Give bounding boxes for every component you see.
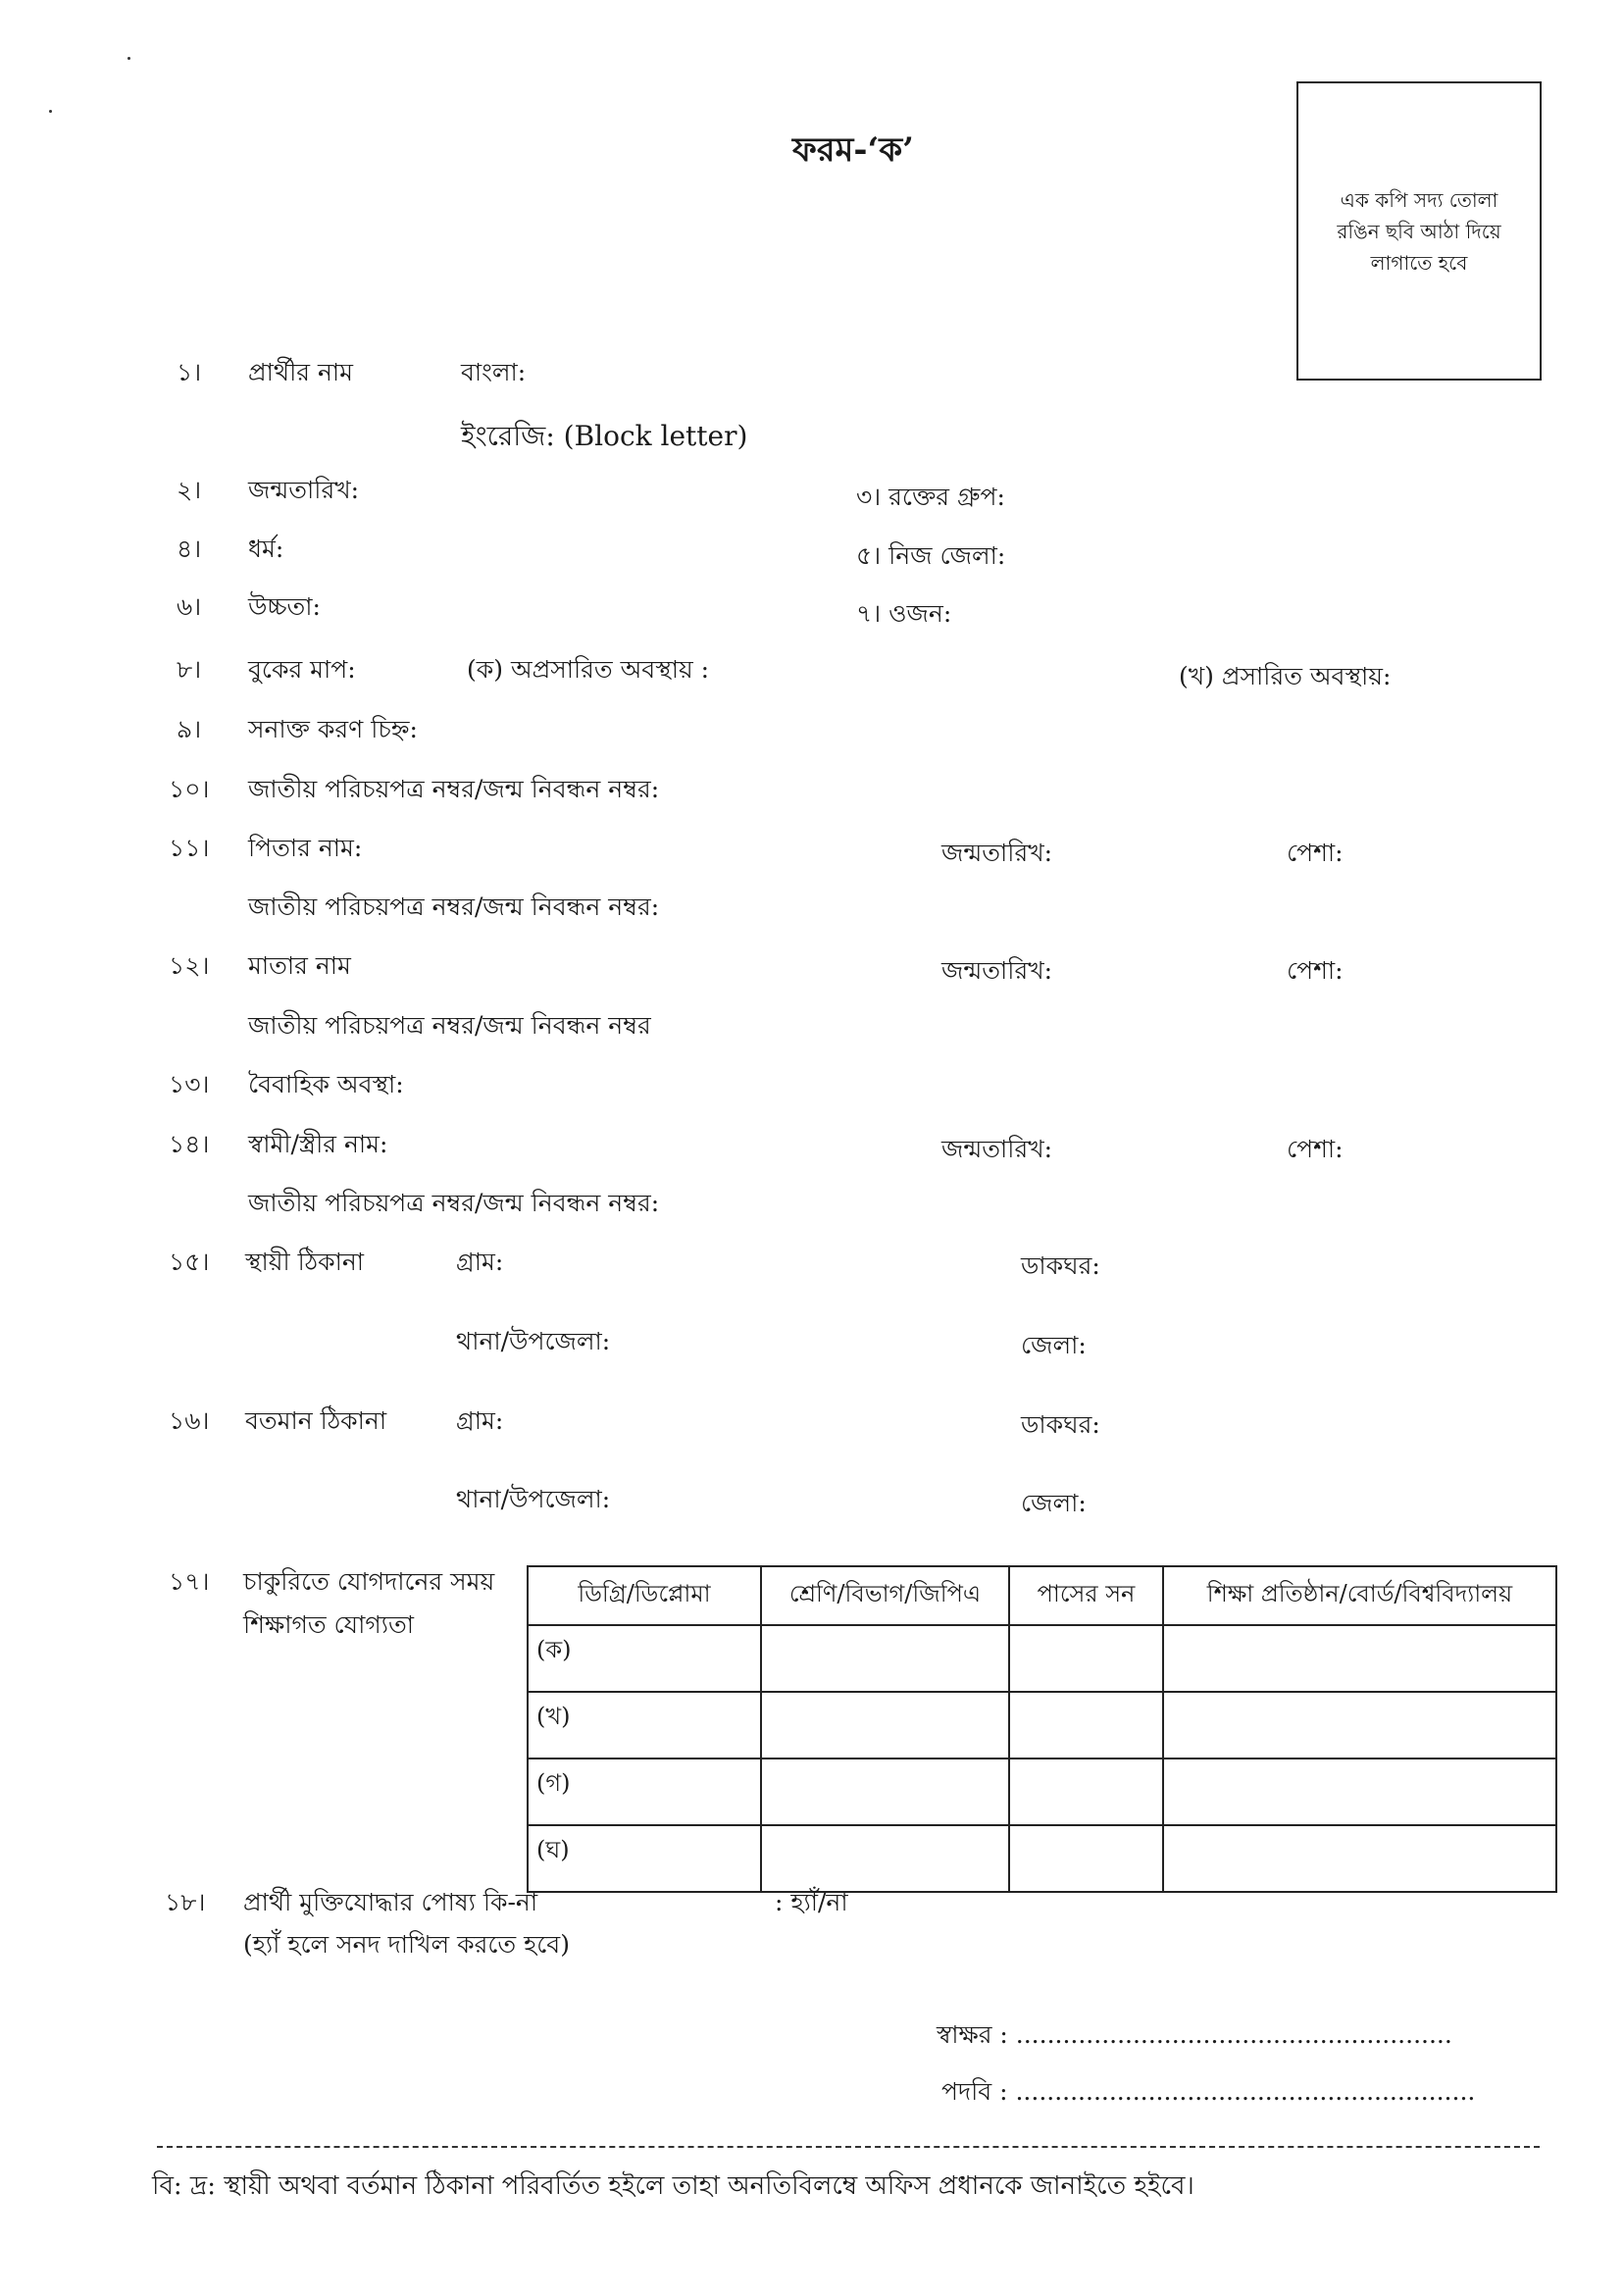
chest-measure-label: বুকের মাপ: <box>248 655 356 684</box>
row-label: (ক) <box>528 1625 761 1692</box>
row-label: (গ) <box>528 1759 761 1825</box>
permanent-village-field[interactable]: গ্রাম: <box>456 1248 504 1276</box>
date-of-birth-field[interactable]: জন্মতারিখ: <box>248 476 360 504</box>
table-cell[interactable] <box>761 1759 1009 1825</box>
chest-unexpanded-field[interactable]: (ক) অপ্রসারিত অবস্থায় : <box>467 655 710 684</box>
spouse-name-field[interactable]: স্বামী/স্ত্রীর নাম: <box>248 1130 388 1158</box>
table-cell[interactable] <box>761 1825 1009 1892</box>
mother-nid-field[interactable]: জাতীয় পরিচয়পত্র নম্বর/জন্ম নিবন্ধন নম্বর <box>248 1011 651 1040</box>
present-address-label: বতমান ঠিকানা <box>245 1406 387 1435</box>
permanent-district-field[interactable]: জেলা: <box>1021 1331 1087 1359</box>
field-9-number: ৯। <box>177 715 202 743</box>
marital-status-field[interactable]: বৈবাহিক অবস্থা: <box>248 1070 404 1098</box>
spouse-dob-field[interactable]: জন্মতারিখ: <box>941 1135 1053 1163</box>
field-4-number: ৪। <box>177 535 202 563</box>
father-dob-field[interactable]: জন্মতারিখ: <box>941 839 1053 867</box>
row-label: (খ) <box>528 1692 761 1759</box>
freedom-fighter-answer[interactable]: : হ্যাঁ/না <box>775 1888 848 1916</box>
home-district-field[interactable]: ৫। নিজ জেলা: <box>856 541 1006 570</box>
table-row <box>528 1759 1556 1825</box>
table-cell[interactable] <box>1009 1692 1163 1759</box>
education-table <box>527 1565 1557 1893</box>
chest-expanded-field[interactable]: (খ) প্রসারিত অবস্থায়: <box>1179 662 1392 690</box>
field-15-number: ১৫। <box>169 1248 210 1276</box>
freedom-fighter-note: (হ্যাঁ হলে সনদ দাখিল করতে হবে) <box>243 1930 570 1959</box>
table-cell[interactable] <box>1009 1759 1163 1825</box>
permanent-post-office-field[interactable]: ডাকঘর: <box>1021 1251 1100 1280</box>
field-2-number: ২। <box>177 476 202 504</box>
spouse-nid-field[interactable]: জাতীয় পরিচয়পত্র নম্বর/জন্ম নিবন্ধন নম্বর: <box>248 1189 660 1217</box>
photo-instruction: এক কপি সদ্য তোলা রঙিন ছবি আঠা দিয়ে লাগাতে হবে <box>1337 187 1501 275</box>
present-village-field[interactable]: গ্রাম: <box>456 1406 504 1435</box>
field-8-number: ৮। <box>177 655 202 684</box>
column-header-passing-year: পাসের সন <box>1009 1566 1163 1625</box>
table-row <box>528 1825 1556 1892</box>
father-occupation-field[interactable]: পেশা: <box>1287 839 1344 867</box>
table-cell[interactable] <box>1163 1825 1556 1892</box>
form-title: ফরম-‘ক’ <box>792 130 915 170</box>
field-16-number: ১৬। <box>169 1406 210 1435</box>
signature-field[interactable]: স্বাক্ষর : ........................................................ <box>937 2020 1452 2049</box>
table-cell[interactable] <box>1163 1759 1556 1825</box>
nid-field[interactable]: জাতীয় পরিচয়পত্র নম্বর/জন্ম নিবন্ধন নম্বর: <box>248 775 660 803</box>
height-field[interactable]: উচ্চতা: <box>248 592 321 621</box>
table-cell[interactable] <box>1009 1625 1163 1692</box>
footnote: বি: দ্র: স্থায়ী অথবা বর্তমান ঠিকানা পরিবর্তিত হইলে তাহা অনতিবিলম্বে অফিস প্রধানকে জানাইতে হইবে। <box>152 2171 1194 2201</box>
permanent-address-label: স্থায়ী ঠিকানা <box>245 1248 365 1276</box>
field-11-number: ১১। <box>169 834 210 862</box>
designation-field[interactable]: পদবি : ........................................................... <box>941 2077 1476 2106</box>
column-header-division: শ্রেণি/বিভাগ/জিপিএ <box>761 1566 1009 1625</box>
field-14-number: ১৪। <box>169 1130 210 1158</box>
column-header-institution: শিক্ষা প্রতিষ্ঠান/বোর্ড/বিশ্ববিদ্যালয় <box>1163 1566 1556 1625</box>
field-1-label: প্রার্থীর নাম <box>248 358 354 386</box>
field-13-number: ১৩। <box>169 1070 210 1098</box>
row-label: (ঘ) <box>528 1825 761 1892</box>
field-10-number: ১০। <box>169 775 210 803</box>
field-1-number: ১। <box>177 358 202 386</box>
permanent-thana-field[interactable]: থানা/উপজেলা: <box>456 1327 611 1355</box>
field-18-number: ১৮। <box>165 1888 206 1916</box>
blood-group-field[interactable]: ৩। রক্তের গ্রুপ: <box>856 483 1005 511</box>
field-17-number: ১৭। <box>169 1567 210 1596</box>
father-nid-field[interactable]: জাতীয় পরিচয়পত্র নম্বর/জন্ম নিবন্ধন নম্বর: <box>248 892 660 921</box>
mother-occupation-field[interactable]: পেশা: <box>1287 956 1344 985</box>
scan-mark <box>49 110 52 113</box>
field-6-number: ৬। <box>177 592 202 621</box>
table-cell[interactable] <box>761 1625 1009 1692</box>
identification-mark-field[interactable]: সনাক্ত করণ চিহ্ন: <box>248 715 418 743</box>
education-label-line2: শিক্ষাগত যোগ্যতা <box>243 1610 414 1639</box>
table-row <box>528 1625 1556 1692</box>
mother-name-field[interactable]: মাতার নাম <box>248 951 351 980</box>
table-cell[interactable] <box>761 1692 1009 1759</box>
education-label-line1: চাকুরিতে যোগদানের সময় <box>243 1567 495 1596</box>
table-cell[interactable] <box>1163 1692 1556 1759</box>
column-header-degree: ডিগ্রি/ডিপ্লোমা <box>528 1566 761 1625</box>
father-name-field[interactable]: পিতার নাম: <box>248 834 363 862</box>
table-cell[interactable] <box>1009 1825 1163 1892</box>
field-12-number: ১২। <box>169 951 210 980</box>
name-english-field[interactable]: ইংরেজি: (Block letter) <box>461 420 748 452</box>
scan-mark <box>127 57 130 60</box>
photo-box <box>1296 81 1542 381</box>
name-bangla-field[interactable]: বাংলা: <box>461 358 527 386</box>
table-cell[interactable] <box>1163 1625 1556 1692</box>
present-post-office-field[interactable]: ডাকঘর: <box>1021 1410 1100 1439</box>
spouse-occupation-field[interactable]: পেশা: <box>1287 1135 1344 1163</box>
present-district-field[interactable]: জেলা: <box>1021 1489 1087 1517</box>
present-thana-field[interactable]: থানা/উপজেলা: <box>456 1485 611 1513</box>
table-row <box>528 1692 1556 1759</box>
religion-field[interactable]: ধর্ম: <box>248 535 284 563</box>
mother-dob-field[interactable]: জন্মতারিখ: <box>941 956 1053 985</box>
freedom-fighter-label: প্রার্থী মুক্তিযোদ্ধার পোষ্য কি-না <box>243 1888 538 1916</box>
weight-field[interactable]: ৭। ওজন: <box>856 599 952 628</box>
separator-line <box>157 2146 1540 2148</box>
